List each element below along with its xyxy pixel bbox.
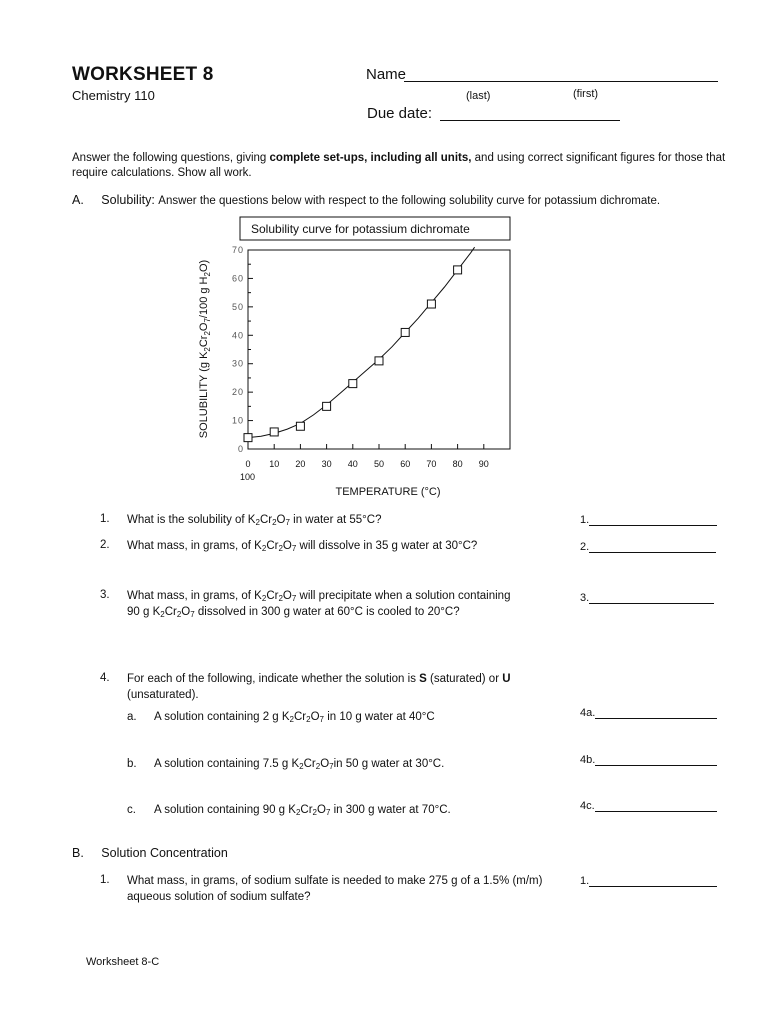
q4-number: 4. xyxy=(100,672,110,684)
y-tick-label: 30 xyxy=(231,358,244,369)
data-point xyxy=(244,434,252,442)
y-tick-label: 40 xyxy=(231,330,244,341)
q4a-letter: a. xyxy=(127,711,137,723)
q3-answer[interactable]: 3. xyxy=(580,591,714,604)
x-tick-label: 0 xyxy=(245,459,251,469)
chart-title: Solubility curve for potassium dichromate xyxy=(251,222,470,236)
instructions-bold: complete set-ups, including all units, xyxy=(269,152,472,164)
q3-text: What mass, in grams, of $K_2Cr_2O_7$ will precipitate when a solution containing 90 g $K_2Cr_2O_7$ dissolved in 300 g water at 60°C is cooled to 20°C? xyxy=(127,590,511,619)
x-tick-label: 90 xyxy=(478,459,489,469)
course-name: Chemistry 110 xyxy=(72,88,155,103)
x-tick-label: 10 xyxy=(269,459,280,469)
instructions-part1: Answer the following questions, giving xyxy=(72,152,270,164)
y-tick-label: 0 xyxy=(237,444,244,454)
name-field-line[interactable] xyxy=(404,81,718,82)
plot-area xyxy=(232,245,510,482)
x-tick-label: 70 xyxy=(426,459,437,469)
instructions xyxy=(72,151,732,181)
b-q1-text: What mass, in grams, of sodium sulfate is needed to make 275 g of a 1.5% (m/m) aqueous solution of sodium sulfate? xyxy=(127,875,543,903)
section-a-header xyxy=(72,193,660,207)
data-point xyxy=(454,266,462,274)
q2-number: 2. xyxy=(100,539,110,551)
q2-text: What mass, in grams, of $K_2Cr_2O_7$ will dissolve in 35 g water at 30°C? xyxy=(127,540,478,553)
q2-answer[interactable]: 2. xyxy=(580,540,716,553)
name-label: Name xyxy=(366,66,407,83)
q4b-answer[interactable]: 4b. xyxy=(580,753,717,766)
section-b-title: Solution Concentration xyxy=(101,846,228,860)
q4a-text: A solution containing 2 g $K_2Cr_2O_7$ in 10 g water at 40°C xyxy=(154,711,435,724)
y-tick-label: 60 xyxy=(231,273,244,284)
data-point xyxy=(427,300,435,308)
x-tick-label: 60 xyxy=(400,459,411,469)
q4b-letter: b. xyxy=(127,758,137,770)
q3-number: 3. xyxy=(100,589,110,601)
data-point xyxy=(323,402,331,410)
y-axis-label: SOLUBILITY (g $K_2Cr_2O_7/100$ g $H_2O$) xyxy=(198,259,212,439)
x-tick-label: 100 xyxy=(240,472,256,482)
last-name-label: (last) xyxy=(466,90,491,102)
plot-frame xyxy=(248,250,510,449)
data-point xyxy=(349,380,357,388)
q1-answer[interactable]: 1. xyxy=(580,513,717,526)
b-q1-number: 1. xyxy=(100,874,110,886)
q4-text: For each of the following, indicate whether the solution is S (saturated) or U (unsaturated). xyxy=(127,673,511,701)
section-b-letter: B. xyxy=(72,846,84,860)
section-b-header xyxy=(72,846,228,860)
q4c-letter: c. xyxy=(127,804,136,816)
y-tick-label: 70 xyxy=(231,245,244,255)
q4a-answer[interactable]: 4a. xyxy=(580,706,717,719)
x-tick-label: 80 xyxy=(452,459,463,469)
x-tick-label: 40 xyxy=(347,459,358,469)
x-tick-label: 50 xyxy=(373,459,385,469)
first-name-label: (first) xyxy=(573,88,599,100)
data-point xyxy=(401,328,409,336)
footer: Worksheet 8-C xyxy=(86,956,160,968)
x-axis-label: TEMPERATURE (°C) xyxy=(335,486,441,498)
b-q1-answer[interactable]: 1. xyxy=(580,874,717,887)
solubility-chart xyxy=(190,212,530,498)
data-point xyxy=(296,422,304,430)
q4c-answer[interactable]: 4c. xyxy=(580,799,717,812)
x-tick-label: 20 xyxy=(295,459,306,469)
q1-number: 1. xyxy=(100,513,110,525)
q4c-text: A solution containing 90 g $K_2Cr_2O_7$ in 300 g water at 70°C. xyxy=(154,804,451,817)
q1-text: What is the solubility of $K_2Cr_2O_7$ in water at 55°C? xyxy=(127,514,382,527)
section-a-subtitle: Answer the questions below with respect to the following solubility curve for potassium dichromate. xyxy=(158,195,661,207)
q4b-text: A solution containing 7.5 g $K_2Cr_2O_7in$ 50 g water at 30°C. xyxy=(154,758,445,771)
data-point xyxy=(270,428,278,436)
worksheet-title: WORKSHEET 8 xyxy=(72,64,214,85)
section-a-title: Solubility: xyxy=(101,193,155,207)
section-a-letter: A. xyxy=(72,193,84,207)
y-tick-label: 50 xyxy=(231,301,244,312)
y-tick-label: 20 xyxy=(231,387,244,398)
data-point xyxy=(375,357,383,365)
due-date-label: Due date: xyxy=(367,105,433,122)
due-date-field-line[interactable] xyxy=(440,120,620,121)
instructions-part2: and using correct significant figures for those that require calculations. Show all work. xyxy=(72,152,726,179)
solubility-curve xyxy=(248,247,475,437)
y-tick-label: 10 xyxy=(231,415,244,426)
x-tick-label: 30 xyxy=(321,459,332,469)
